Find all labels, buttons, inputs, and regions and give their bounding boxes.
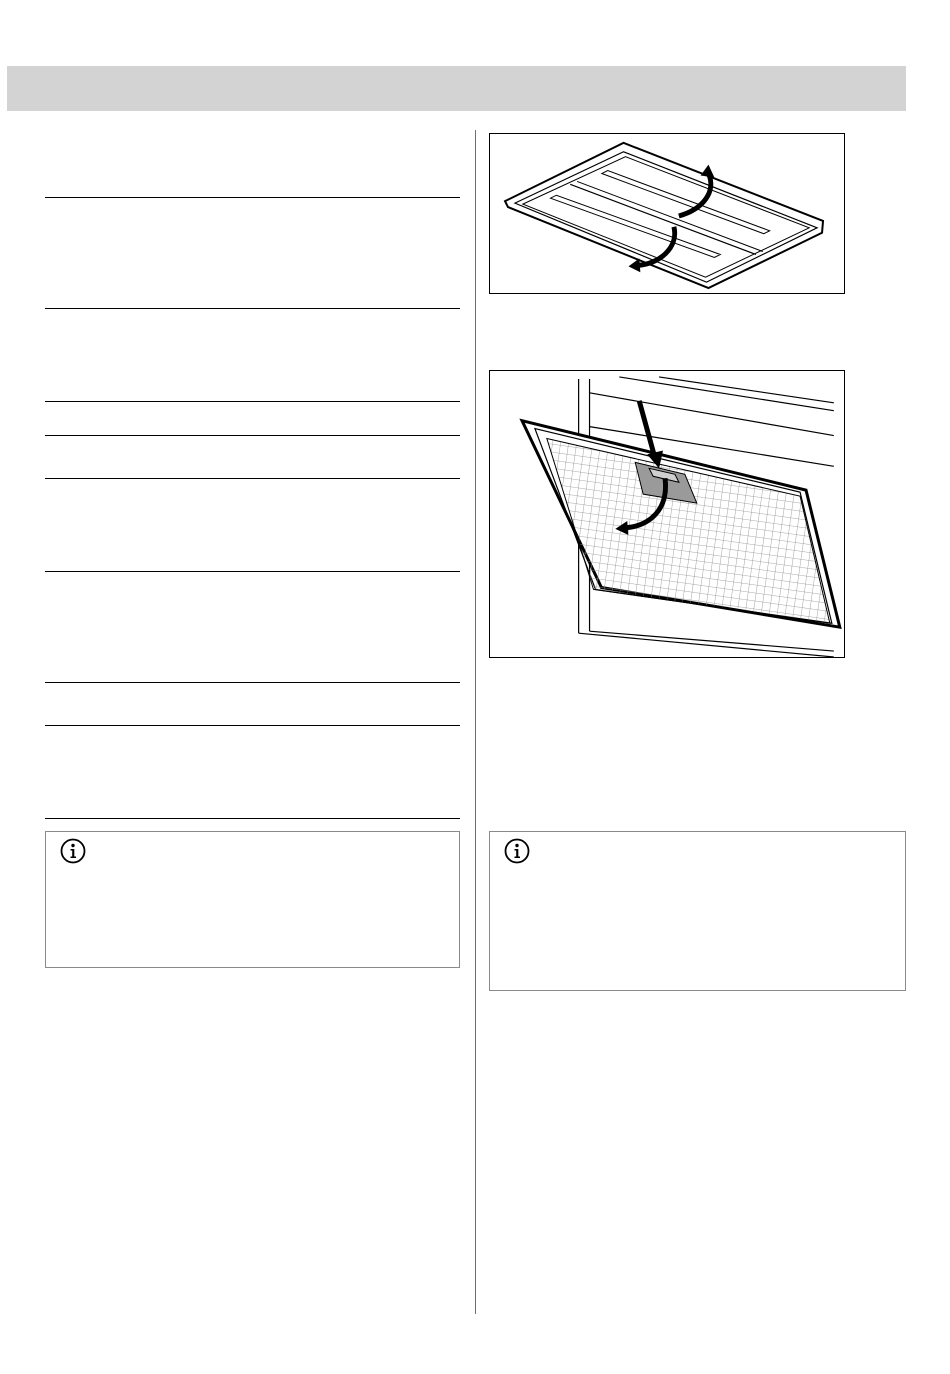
info-note-box xyxy=(489,831,906,991)
info-icon xyxy=(60,838,86,864)
table-rule xyxy=(45,435,460,436)
info-icon xyxy=(504,838,530,864)
grease-filter-tray-figure xyxy=(489,133,845,294)
column-separator xyxy=(475,130,476,1314)
table-rule xyxy=(45,682,460,683)
section-header-bar xyxy=(7,66,906,111)
table-rule xyxy=(45,478,460,479)
table-rule xyxy=(45,401,460,402)
table-rule xyxy=(45,725,460,726)
table-rule xyxy=(45,818,460,819)
table-rule xyxy=(45,197,460,198)
info-note-box xyxy=(45,831,460,968)
table-rule xyxy=(45,571,460,572)
table-rule xyxy=(45,308,460,309)
filter-removal-figure xyxy=(489,370,845,658)
